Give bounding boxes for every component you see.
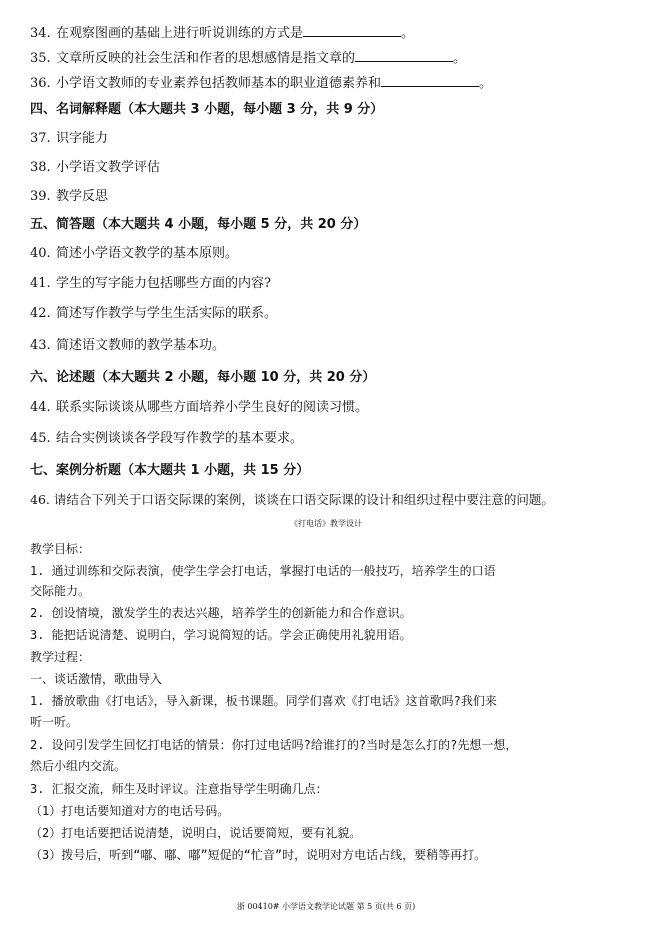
case-line: 然后小组内交流。	[30, 759, 127, 773]
answer-blank[interactable]	[381, 74, 479, 87]
question-46: 46. 请结合下列关于口语交际课的案例，谈谈在口语交际课的设计和组织过程中要注意的问题。	[30, 492, 554, 507]
case-line: 2. 创设情境，激发学生的表达兴趣，培养学生的创新能力和合作意识。	[30, 606, 412, 620]
question-text: 文章所反映的社会生活和作者的思想感情是指文章的	[56, 51, 356, 66]
case-line: （2）打电话要把话说清楚，说明白，说话要简短，要有礼貌。	[30, 826, 362, 840]
case-line: 1. 播放歌曲《打电话》，导入新课，板书课题。同学们喜欢《打电话》这首歌吗?我们来	[30, 694, 497, 708]
question-text: 简述写作教学与学生生活实际的联系。	[56, 306, 278, 321]
question-36	[30, 74, 492, 93]
question-43	[30, 337, 225, 355]
question-number: 38.	[30, 160, 51, 175]
question-40	[30, 245, 238, 263]
answer-blank[interactable]	[355, 49, 453, 62]
question-text: 简述语文教师的教学基本功。	[56, 338, 226, 353]
case-line: 教学目标：	[30, 542, 91, 556]
section-4-title: 四、名词解释题（本大题共 3 小题，每小题 3 分，共 9 分）	[30, 102, 384, 117]
question-44	[30, 399, 368, 417]
question-number: 41.	[30, 276, 51, 291]
case-line: 3. 能把话说清楚、说明白，学习说简短的话。学会正确使用礼貌用语。	[30, 628, 412, 642]
question-end: 。	[401, 26, 415, 41]
case-title: 《打电话》教学设计	[290, 519, 362, 528]
question-38	[30, 159, 160, 177]
question-37	[30, 130, 108, 148]
case-line: （3）拨号后，听到“嘟、嘟、嘟”短促的“忙音”时，说明对方电话占线，要稍等再打。	[30, 848, 487, 862]
question-number: 43.	[30, 338, 51, 353]
question-number: 40.	[30, 246, 51, 261]
question-number: 42.	[30, 306, 51, 321]
question-number: 36.	[30, 76, 51, 91]
page-footer: 浙 00410# 小学语文教学论试题 第 5 页(共 6 页)	[236, 902, 416, 911]
case-line: （1）打电话要知道对方的电话号码。	[30, 804, 230, 818]
case-line: 听一听。	[30, 715, 79, 729]
question-end: 。	[479, 76, 493, 91]
answer-blank[interactable]	[303, 24, 401, 37]
question-text: 在观察图画的基础上进行听说训练的方式是	[56, 26, 304, 41]
question-text: 小学语文教学评估	[56, 160, 161, 175]
question-text: 识字能力	[56, 131, 109, 146]
question-text: 小学语文教师的专业素养包括教师基本的职业道德素养和	[56, 76, 382, 91]
section-6-title: 六、论述题（本大题共 2 小题，每小题 10 分，共 20 分）	[30, 370, 376, 385]
question-number: 44.	[30, 400, 51, 415]
case-line: 一、谈话激情，歌曲导入	[30, 672, 163, 686]
question-41	[30, 275, 271, 293]
question-text: 联系实际谈谈从哪些方面培养小学生良好的阅读习惯。	[56, 400, 369, 415]
section-5-title: 五、简答题（本大题共 4 小题，每小题 5 分，共 20 分）	[30, 217, 367, 232]
section-7-title: 七、案例分析题（本大题共 1 小题，共 15 分）	[30, 463, 310, 478]
question-34	[30, 24, 414, 43]
case-line: 2. 设问引发学生回忆打电话的情景：你打过电话吗?给谁打的?当时是怎么打的?先想一想，	[30, 738, 518, 752]
question-number: 34.	[30, 26, 51, 41]
question-35	[30, 49, 466, 68]
question-end: 。	[453, 51, 467, 66]
case-line: 3. 汇报交流，师生及时评议。注意指导学生明确几点：	[30, 782, 328, 796]
question-text: 简述小学语文教学的基本原则。	[56, 246, 239, 261]
question-number: 45.	[30, 431, 51, 446]
question-text: 结合实例谈谈各学段写作教学的基本要求。	[56, 431, 304, 446]
question-39	[30, 188, 108, 206]
question-text: 学生的写字能力包括哪些方面的内容?	[56, 276, 271, 291]
question-number: 37.	[30, 131, 51, 146]
question-number: 35.	[30, 51, 51, 66]
case-line: 交际能力。	[30, 584, 91, 598]
question-45	[30, 430, 303, 448]
question-42	[30, 305, 277, 323]
question-text: 教学反思	[56, 189, 109, 204]
case-line: 1. 通过训练和交际表演，使学生学会打电话，掌握打电话的一般技巧，培养学生的口语	[30, 564, 496, 578]
case-line: 教学过程：	[30, 650, 91, 664]
question-number: 39.	[30, 189, 51, 204]
